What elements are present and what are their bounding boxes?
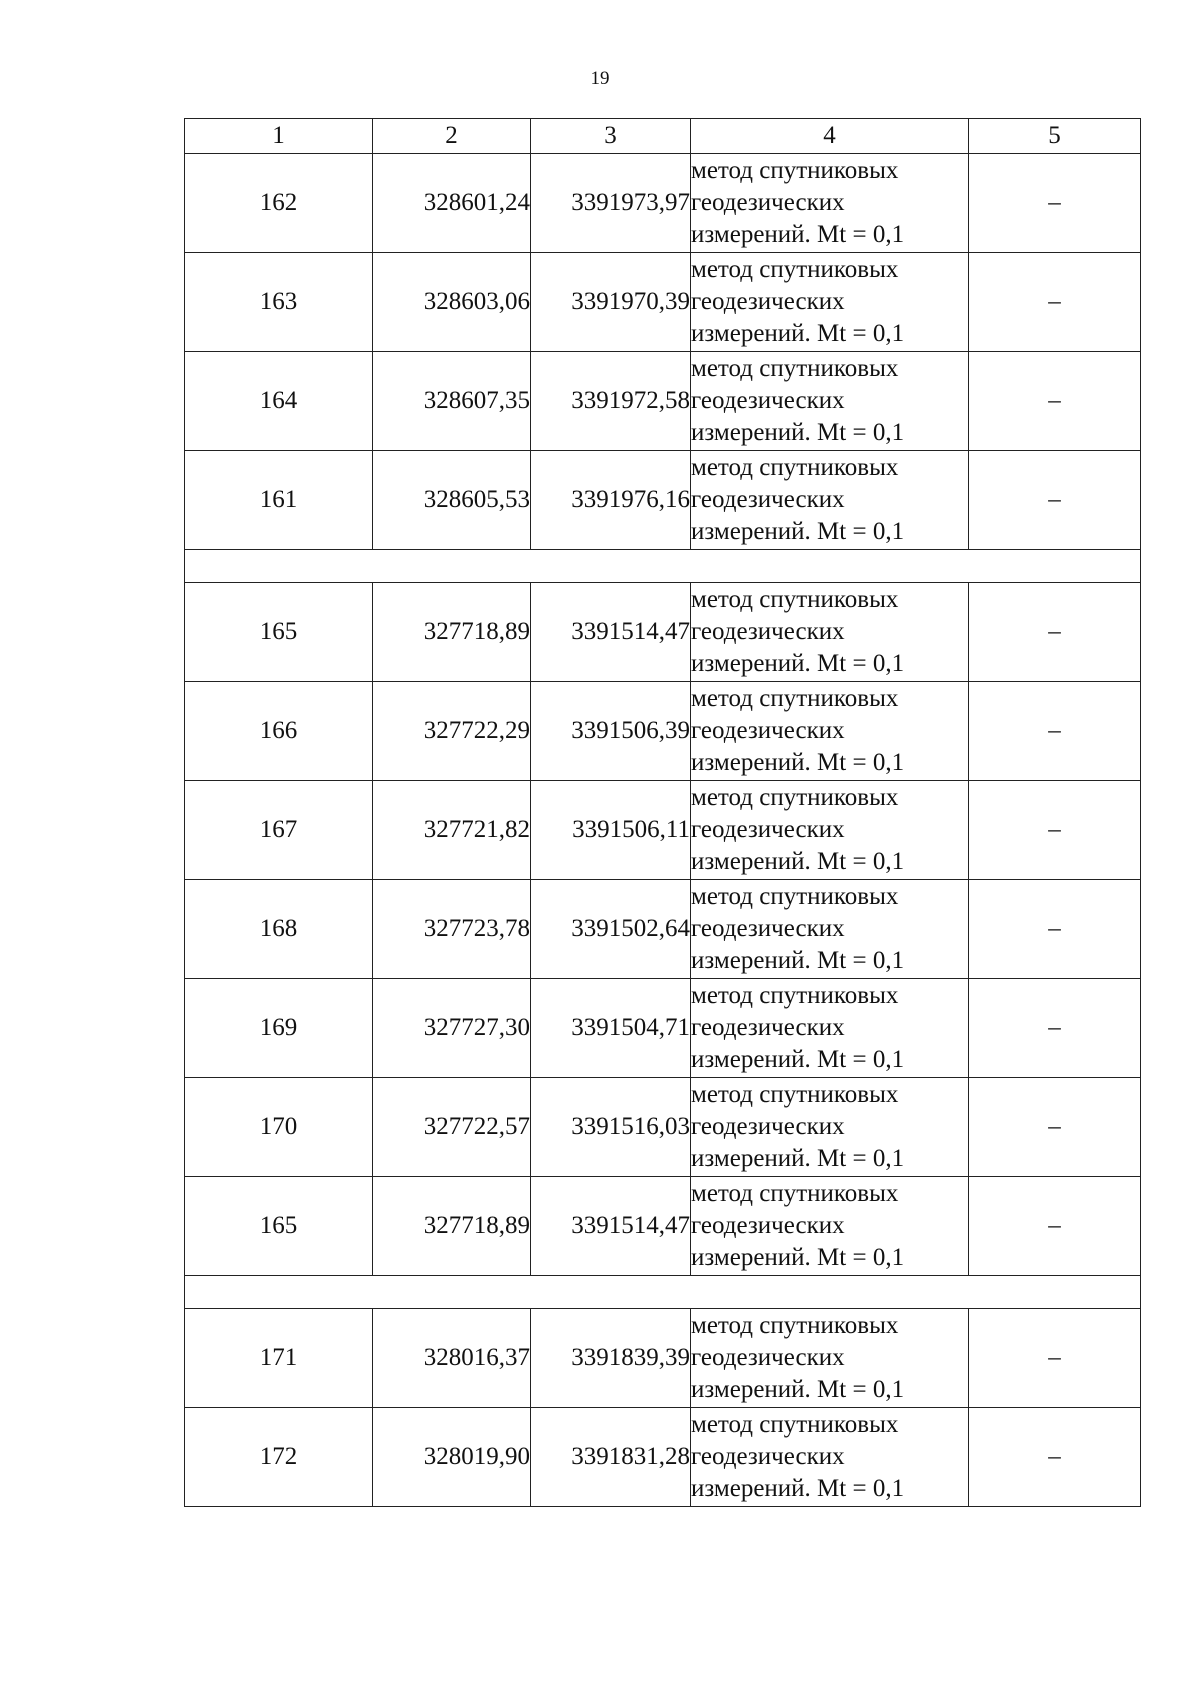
- col5-dash-cell: –: [969, 1309, 1141, 1408]
- x-coordinate-cell: 327718,89: [373, 583, 531, 682]
- method-cell: [691, 1078, 969, 1177]
- table-row: [185, 583, 1141, 682]
- method-text-line: геодезических: [691, 717, 845, 744]
- method-cell: [691, 781, 969, 880]
- y-coordinate-cell: 3391972,58: [531, 352, 691, 451]
- col5-dash-cell: –: [969, 253, 1141, 352]
- x-coordinate-cell: 327727,30: [373, 979, 531, 1078]
- separator-cell: [185, 1276, 1141, 1309]
- method-text-line: измерений. Mt = 0,1: [691, 848, 905, 875]
- method-text-line: измерений. Mt = 0,1: [691, 1376, 905, 1403]
- y-coordinate-cell: 3391514,47: [531, 1177, 691, 1276]
- method-cell: [691, 253, 969, 352]
- method-text-line: измерений. Mt = 0,1: [691, 749, 905, 776]
- method-text-line: метод спутниковых: [691, 586, 899, 613]
- col5-dash-cell: –: [969, 979, 1141, 1078]
- table-row: [185, 1078, 1141, 1177]
- method-text-line: измерений. Mt = 0,1: [691, 1475, 905, 1502]
- table-row: [185, 451, 1141, 550]
- x-coordinate-cell: 328019,90: [373, 1408, 531, 1507]
- header-col-5: 5: [969, 119, 1141, 154]
- method-text-line: измерений. Mt = 0,1: [691, 650, 905, 677]
- method-text-line: геодезических: [691, 288, 845, 315]
- method-text-line: метод спутниковых: [691, 685, 899, 712]
- method-text-line: метод спутниковых: [691, 1081, 899, 1108]
- y-coordinate-cell: 3391504,71: [531, 979, 691, 1078]
- method-text-line: измерений. Mt = 0,1: [691, 221, 905, 248]
- y-coordinate-cell: 3391506,11: [531, 781, 691, 880]
- method-cell: [691, 1408, 969, 1507]
- method-text-line: метод спутниковых: [691, 1312, 899, 1339]
- col5-dash-cell: –: [969, 781, 1141, 880]
- method-text-line: метод спутниковых: [691, 883, 899, 910]
- header-col-3: 3: [531, 119, 691, 154]
- method-text-line: метод спутниковых: [691, 1180, 899, 1207]
- table-row: [185, 253, 1141, 352]
- y-coordinate-cell: 3391839,39: [531, 1309, 691, 1408]
- method-cell: [691, 880, 969, 979]
- col5-dash-cell: –: [969, 352, 1141, 451]
- method-text-line: геодезических: [691, 1344, 845, 1371]
- x-coordinate-cell: 328601,24: [373, 154, 531, 253]
- point-number-cell: 165: [185, 583, 373, 682]
- method-cell: [691, 1309, 969, 1408]
- col5-dash-cell: –: [969, 682, 1141, 781]
- x-coordinate-cell: 327723,78: [373, 880, 531, 979]
- point-number-cell: 162: [185, 154, 373, 253]
- method-cell: [691, 682, 969, 781]
- page-number: 19: [590, 68, 610, 89]
- method-text-line: измерений. Mt = 0,1: [691, 518, 905, 545]
- point-number-cell: 164: [185, 352, 373, 451]
- method-text-line: измерений. Mt = 0,1: [691, 947, 905, 974]
- point-number-cell: 165: [185, 1177, 373, 1276]
- header-col-1: 1: [185, 119, 373, 154]
- point-number-cell: 170: [185, 1078, 373, 1177]
- table-row: [185, 682, 1141, 781]
- x-coordinate-cell: 328603,06: [373, 253, 531, 352]
- method-text-line: метод спутниковых: [691, 157, 899, 184]
- point-number-cell: 161: [185, 451, 373, 550]
- separator-cell: [185, 550, 1141, 583]
- method-text-line: геодезических: [691, 189, 845, 216]
- point-number-cell: 172: [185, 1408, 373, 1507]
- method-text-line: геодезических: [691, 1113, 845, 1140]
- col5-dash-cell: –: [969, 880, 1141, 979]
- table-row: [185, 352, 1141, 451]
- y-coordinate-cell: 3391831,28: [531, 1408, 691, 1507]
- table-row: [185, 979, 1141, 1078]
- point-number-cell: 166: [185, 682, 373, 781]
- method-cell: [691, 583, 969, 682]
- method-text-line: метод спутниковых: [691, 256, 899, 283]
- table-row: [185, 1309, 1141, 1408]
- method-text-line: измерений. Mt = 0,1: [691, 1046, 905, 1073]
- method-text-line: геодезических: [691, 486, 845, 513]
- col5-dash-cell: –: [969, 451, 1141, 550]
- x-coordinate-cell: 327722,29: [373, 682, 531, 781]
- y-coordinate-cell: 3391973,97: [531, 154, 691, 253]
- y-coordinate-cell: 3391976,16: [531, 451, 691, 550]
- point-number-cell: 167: [185, 781, 373, 880]
- method-cell: [691, 1177, 969, 1276]
- method-text-line: метод спутниковых: [691, 784, 899, 811]
- method-cell: [691, 451, 969, 550]
- x-coordinate-cell: 328607,35: [373, 352, 531, 451]
- header-col-4: 4: [691, 119, 969, 154]
- col5-dash-cell: –: [969, 583, 1141, 682]
- method-text-line: метод спутниковых: [691, 454, 899, 481]
- method-text-line: геодезических: [691, 1014, 845, 1041]
- table-row: [185, 1177, 1141, 1276]
- method-cell: [691, 154, 969, 253]
- table-row: [185, 154, 1141, 253]
- table-row: [185, 1408, 1141, 1507]
- y-coordinate-cell: 3391970,39: [531, 253, 691, 352]
- x-coordinate-cell: 327721,82: [373, 781, 531, 880]
- separator-row: [185, 1276, 1141, 1309]
- method-cell: [691, 979, 969, 1078]
- point-number-cell: 171: [185, 1309, 373, 1408]
- x-coordinate-cell: 328016,37: [373, 1309, 531, 1408]
- header-col-2: 2: [373, 119, 531, 154]
- method-text-line: геодезических: [691, 816, 845, 843]
- method-text-line: измерений. Mt = 0,1: [691, 419, 905, 446]
- method-text-line: измерений. Mt = 0,1: [691, 320, 905, 347]
- y-coordinate-cell: 3391514,47: [531, 583, 691, 682]
- y-coordinate-cell: 3391516,03: [531, 1078, 691, 1177]
- separator-row: [185, 550, 1141, 583]
- x-coordinate-cell: 328605,53: [373, 451, 531, 550]
- col5-dash-cell: –: [969, 1408, 1141, 1507]
- method-text-line: измерений. Mt = 0,1: [691, 1145, 905, 1172]
- header-row: [185, 119, 1141, 154]
- method-text-line: измерений. Mt = 0,1: [691, 1244, 905, 1271]
- method-text-line: геодезических: [691, 1212, 845, 1239]
- method-cell: [691, 352, 969, 451]
- col5-dash-cell: –: [969, 154, 1141, 253]
- x-coordinate-cell: 327718,89: [373, 1177, 531, 1276]
- y-coordinate-cell: 3391502,64: [531, 880, 691, 979]
- table-row: [185, 880, 1141, 979]
- method-text-line: геодезических: [691, 618, 845, 645]
- point-number-cell: 163: [185, 253, 373, 352]
- table-body: [185, 154, 1141, 1507]
- method-text-line: метод спутниковых: [691, 1411, 899, 1438]
- x-coordinate-cell: 327722,57: [373, 1078, 531, 1177]
- point-number-cell: 169: [185, 979, 373, 1078]
- method-text-line: геодезических: [691, 387, 845, 414]
- point-number-cell: 168: [185, 880, 373, 979]
- method-text-line: метод спутниковых: [691, 982, 899, 1009]
- method-text-line: геодезических: [691, 915, 845, 942]
- method-text-line: метод спутниковых: [691, 355, 899, 382]
- method-text-line: геодезических: [691, 1443, 845, 1470]
- y-coordinate-cell: 3391506,39: [531, 682, 691, 781]
- col5-dash-cell: –: [969, 1177, 1141, 1276]
- table-row: [185, 781, 1141, 880]
- coordinates-table: [184, 118, 1141, 1507]
- col5-dash-cell: –: [969, 1078, 1141, 1177]
